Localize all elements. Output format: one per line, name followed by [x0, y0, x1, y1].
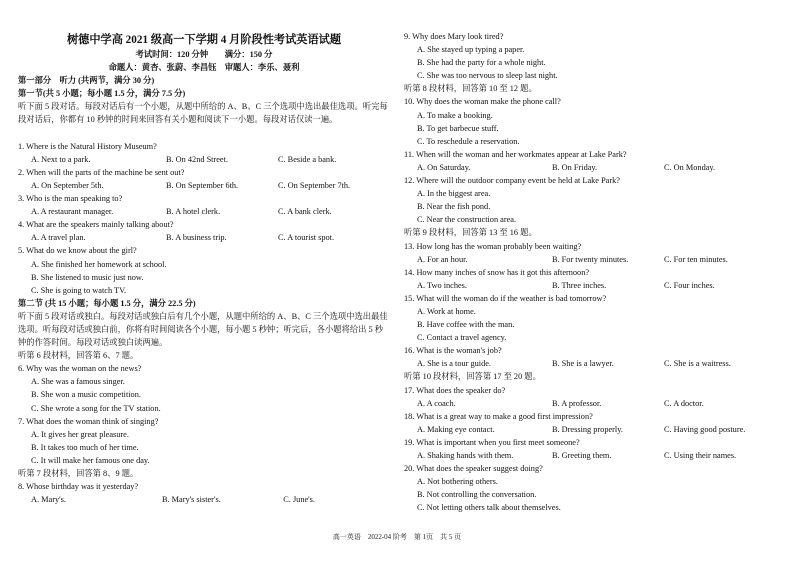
option-a: A. It gives her great pleasure. [31, 429, 129, 439]
option-c: C. Using their names. [664, 451, 737, 460]
part1-heading: 第一部分 听力 (共两节，满分 30 分) [18, 76, 155, 86]
option-c: C. A bank clerk. [278, 207, 332, 217]
option-c: C. Contact a travel agency. [417, 333, 507, 343]
option-b: B. Have coffee with the man. [417, 320, 515, 330]
option-a: A. She was a famous singer. [31, 377, 125, 387]
question-options [404, 449, 776, 462]
option-b: B. She listened to music just now. [31, 272, 144, 282]
option-a: A. A travel plan. [31, 233, 86, 243]
question-options [404, 423, 776, 436]
option-c: C. A doctor. [664, 398, 704, 408]
material-note: 听第 6 段材料，回答第 6、7 题。 [18, 351, 139, 361]
option-b: B. It takes too much of her time. [31, 442, 139, 452]
right-column [404, 30, 776, 514]
option-b: B. A hotel clerk. [166, 207, 221, 217]
question-stem: 13. How long has the woman probably been waiting? [404, 241, 582, 251]
option-c: C. Not letting others talk about themselves. [417, 503, 561, 513]
question-options [18, 493, 390, 506]
option-c: C. She was too nervous to sleep last night. [417, 71, 558, 81]
option-c: C. Having good posture. [664, 424, 746, 434]
option-c: C. For ten minutes. [664, 254, 728, 264]
option-a: A. Next to a park. [31, 154, 91, 164]
question-options [18, 205, 390, 218]
left-column [18, 30, 390, 506]
question-options [404, 279, 776, 292]
option-c: C. A tourist spot. [278, 233, 335, 243]
option-b: B. Not controlling the conversation. [417, 490, 537, 500]
question-stem: 18. What is a great way to make a good first impression? [404, 411, 593, 421]
option-b: B. On Friday. [552, 162, 598, 172]
option-c: C. She is a waitress. [664, 359, 731, 369]
question-options [18, 231, 390, 244]
option-a: A. Two inches. [417, 280, 467, 290]
exam-title: 树德中学高 2021 级高一下学期 4 月阶段性考试英语试题 [66, 34, 342, 46]
section2-instructions: 听下面 5 段对话或独白。每段对话或独白后有几个小题，从题中所给的 A、B、C 三个选项中选出最佳选项。听每段对话或独白前，你将有时间阅读各个小题，每小题 5 秒钟；听完后，各小题将给出 5 秒钟的作答时间。每段对话或独白读两遍。 [18, 311, 388, 348]
option-b: B. On 42nd Street. [166, 154, 228, 164]
option-a: A. A coach. [417, 398, 456, 408]
option-c: C. June's. [283, 495, 315, 505]
option-a: A. Shaking hands with them. [417, 451, 514, 460]
question-stem: 2. When will the parts of the machine be sent out? [18, 167, 185, 177]
question-stem: 4. What are the speakers mainly talking about? [18, 220, 174, 230]
section2-heading: 第二节 (共 15 小题；每小题 1.5 分，满分 22.5 分) [18, 298, 196, 308]
question-options [404, 357, 776, 370]
option-a: A. She finished her homework at school. [31, 259, 167, 269]
option-b: B. Near the fish pond. [417, 202, 491, 212]
option-b: B. She is a lawyer. [552, 359, 614, 369]
question-options [404, 161, 776, 174]
option-c: C. She is going to watch TV. [31, 285, 127, 295]
option-a: A. She is a tour guide. [417, 359, 491, 369]
question-stem: 14. How many inches of snow has it got this afternoon? [404, 267, 590, 277]
option-b: B. On September 6th. [166, 180, 239, 190]
option-a: A. Not bothering others. [417, 477, 498, 487]
option-c: C. On September 7th. [278, 180, 351, 190]
option-a: A. She stayed up typing a paper. [417, 45, 525, 55]
section1-instructions: 听下面 5 段对话。每段对话后有一个小题，从题中所给的 A、B、C 三个选项中选出最佳选项。听完每段对话后，你都有 10 秒钟的时间来回答有关小题和阅读下一小题。每段对话仅读一遍。 [18, 102, 388, 125]
material-note: 听第 8 段材料，回答第 10 至 12 题。 [404, 84, 537, 94]
question-stem: 10. Why does the woman make the phone call? [404, 97, 561, 107]
section1-heading: 第一节(共 5 小题；每小题 1.5 分，满分 7.5 分) [18, 89, 186, 99]
question-stem: 12. Where will the outdoor company event be held at Lake Park? [404, 176, 620, 186]
option-a: A. Work at home. [417, 306, 476, 316]
option-a: A. Making eye contact. [417, 424, 495, 434]
question-options [404, 397, 776, 410]
question-stem: 17. What does the speaker do? [404, 385, 506, 395]
option-b: B. Mary's sister's. [161, 495, 221, 505]
question-stem: 20. What does the speaker suggest doing? [404, 464, 543, 474]
option-b: B. Three inches. [552, 280, 607, 290]
option-b: B. She won a music competition. [31, 390, 141, 400]
option-b: B. Dressing properly. [552, 424, 623, 434]
question-stem: 5. What do we know about the girl? [18, 246, 137, 256]
option-c: C. Beside a bank. [278, 154, 337, 164]
option-b: B. She had the party for a whole night. [417, 58, 546, 68]
option-c: C. To reschedule a reservation. [417, 136, 520, 146]
question-stem: 19. What is important when you first meet someone? [404, 437, 580, 447]
question-stem: 6. Why was the woman on the news? [18, 364, 142, 374]
question-stem: 7. What does the woman think of singing? [18, 416, 159, 426]
option-c: C. On Monday. [664, 162, 716, 172]
option-a: A. A restaurant manager. [31, 207, 114, 217]
option-a: A. To make a booking. [417, 110, 493, 120]
question-stem: 11. When will the woman and her workmates appear at Lake Park? [404, 149, 627, 159]
option-a: A. On September 5th. [31, 180, 104, 190]
option-a: A. In the biggest area. [417, 189, 491, 199]
option-c: C. She wrote a song for the TV station. [31, 403, 161, 413]
question-options [404, 253, 776, 266]
option-c: C. Near the construction area. [417, 215, 517, 225]
page-footer: 高一英语 2022-04 阶考 第 1页 共 5 页 [332, 533, 462, 541]
option-a: A. Mary's. [31, 495, 66, 505]
question-stem: 15. What will the woman do if the weather is bad tomorrow? [404, 293, 607, 303]
material-note: 听第 7 段材料，回答第 8、9 题。 [18, 469, 139, 479]
question-options [18, 153, 390, 166]
option-c: C. It will make her famous one day. [31, 455, 150, 465]
option-b: B. A professor. [552, 398, 602, 408]
option-c: C. Four inches. [664, 280, 715, 290]
material-note: 听第 9 段材料，回答第 13 至 16 题。 [404, 228, 537, 238]
option-b: B. A business trip. [166, 233, 227, 243]
option-a: A. For an hour. [417, 254, 468, 264]
exam-time-score: 考试时间：120 分钟 满分：150 分 [135, 50, 273, 59]
option-b: B. Greeting them. [552, 451, 612, 460]
question-options [18, 179, 390, 192]
question-stem: 8. Whose birthday was it yesterday? [18, 482, 139, 492]
question-stem: 9. Why does Mary look tired? [404, 32, 504, 41]
question-stem: 1. Where is the Natural History Museum? [18, 141, 157, 151]
material-note: 听第 10 段材料，回答第 17 至 20 题。 [404, 372, 541, 382]
question-stem: 16. What is the woman's job? [404, 346, 502, 356]
exam-authors: 命题人：黄杏、张蔚、李昌钰 审题人：李乐、聂利 [108, 63, 300, 73]
question-stem: 3. Who is the man speaking to? [18, 194, 123, 204]
option-b: B. To get barbecue stuff. [417, 123, 499, 133]
option-b: B. For twenty minutes. [552, 254, 629, 264]
option-a: A. On Saturday. [417, 162, 471, 172]
